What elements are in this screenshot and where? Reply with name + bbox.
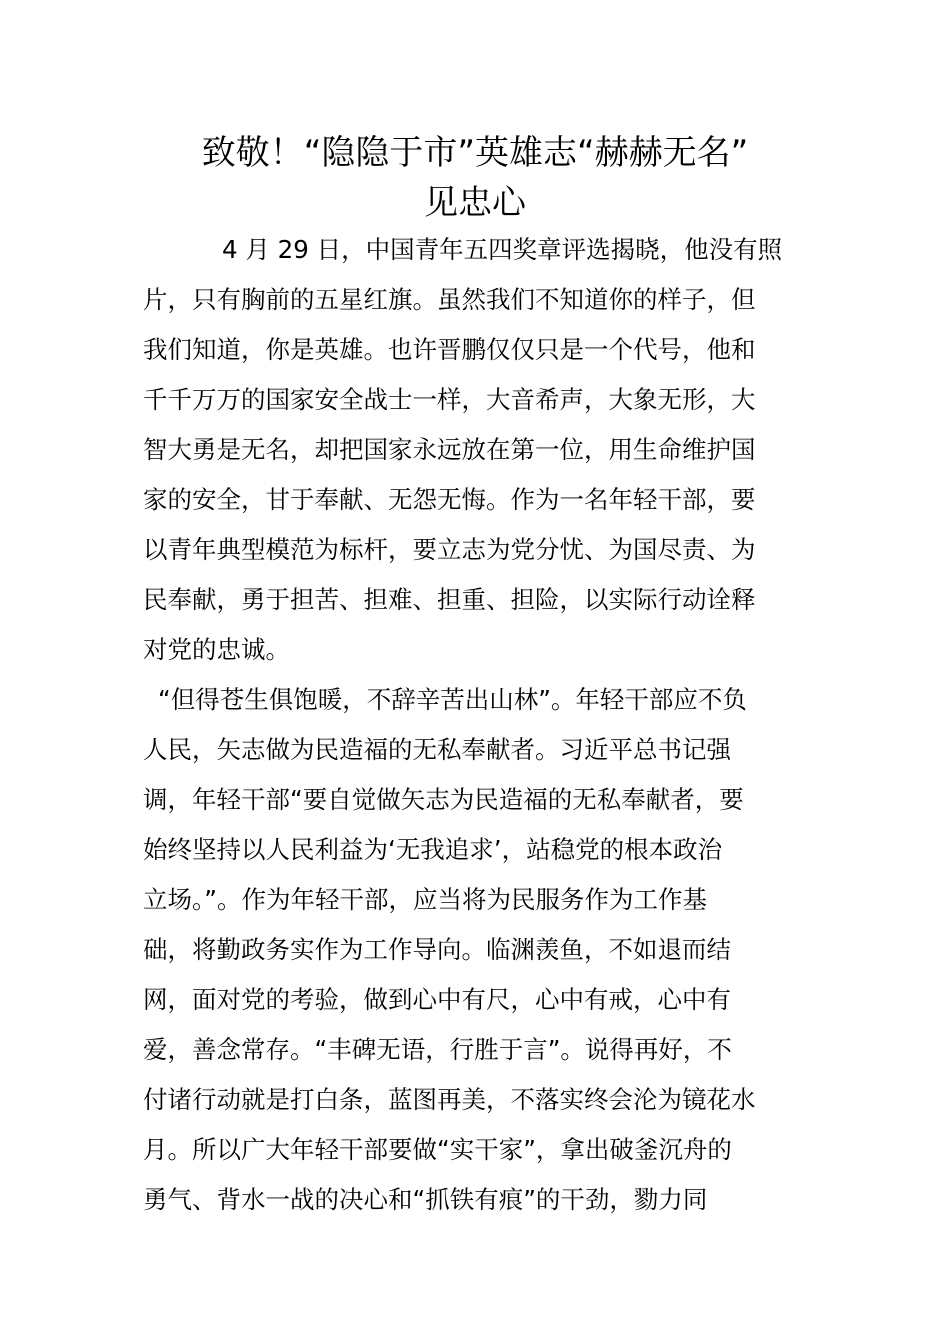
paragraph-2-line-11: 勇气、背水一战的决心和“抓铁有痕”的干劲，勠力同 — [143, 1185, 708, 1214]
paragraph-1-line-1: 4 月 29 日，中国青年五四奖章评选揭晓，他没有照 — [222, 235, 783, 264]
paragraph-1-line-4: 千千万万的国家安全战士一样，大音希声，大象无形，大 — [143, 385, 756, 414]
paragraph-2-line-3: 调，年轻干部“要自觉做矢志为民造福的无私奉献者，要 — [143, 785, 744, 814]
paragraph-2-line-8: 爱，善念常存。“丰碑无语，行胜于言”。说得再好，不 — [143, 1035, 732, 1064]
paragraph-2-line-1: “但得苍生俱饱暖，不辞辛苦出山林”。年轻干部应不负 — [158, 685, 747, 714]
paragraph-2-line-5: 立场。”。作为年轻干部，应当将为民服务作为工作基 — [143, 885, 707, 914]
paragraph-1-line-2: 片，只有胸前的五星红旗。虽然我们不知道你的样子，但 — [143, 285, 756, 314]
paragraph-2-line-10: 月。所以广大年轻干部要做“实干家”，拿出破釜沉舟的 — [143, 1135, 732, 1164]
paragraph-2-line-7: 网，面对党的考验，做到心中有尺，心中有戒，心中有 — [143, 985, 731, 1014]
document-title-line-2: 见忠心 — [424, 183, 526, 223]
paragraph-2-line-9: 付诸行动就是打白条，蓝图再美，不落实终会沦为镜花水 — [143, 1085, 756, 1114]
paragraph-2-line-6: 础，将勤政务实作为工作导向。临渊羡鱼，不如退而结 — [143, 935, 731, 964]
paragraph-1-line-8: 民奉献，勇于担苦、担难、担重、担险，以实际行动诠释 — [143, 585, 756, 614]
paragraph-2-line-2: 人民，矢志做为民造福的无私奉献者。习近平总书记强 — [143, 735, 731, 764]
paragraph-1-line-7: 以青年典型模范为标杆，要立志为党分忧、为国尽责、为 — [143, 535, 756, 564]
paragraph-1-line-3: 我们知道，你是英雄。也许晋鹏仅仅只是一个代号，他和 — [143, 335, 756, 364]
paragraph-1-line-6: 家的安全，甘于奉献、无怨无悔。作为一名年轻干部，要 — [143, 485, 756, 514]
paragraph-2-line-4: 始终坚持以人民利益为‘无我追求’，站稳党的根本政治 — [143, 835, 723, 864]
document-title-line-1: 致敬！“隐隐于市”英雄志“赫赫无名” — [201, 133, 749, 173]
paragraph-1-line-5: 智大勇是无名，却把国家永远放在第一位，用生命维护国 — [143, 435, 756, 464]
paragraph-1-line-9: 对党的忠诚。 — [143, 635, 290, 664]
